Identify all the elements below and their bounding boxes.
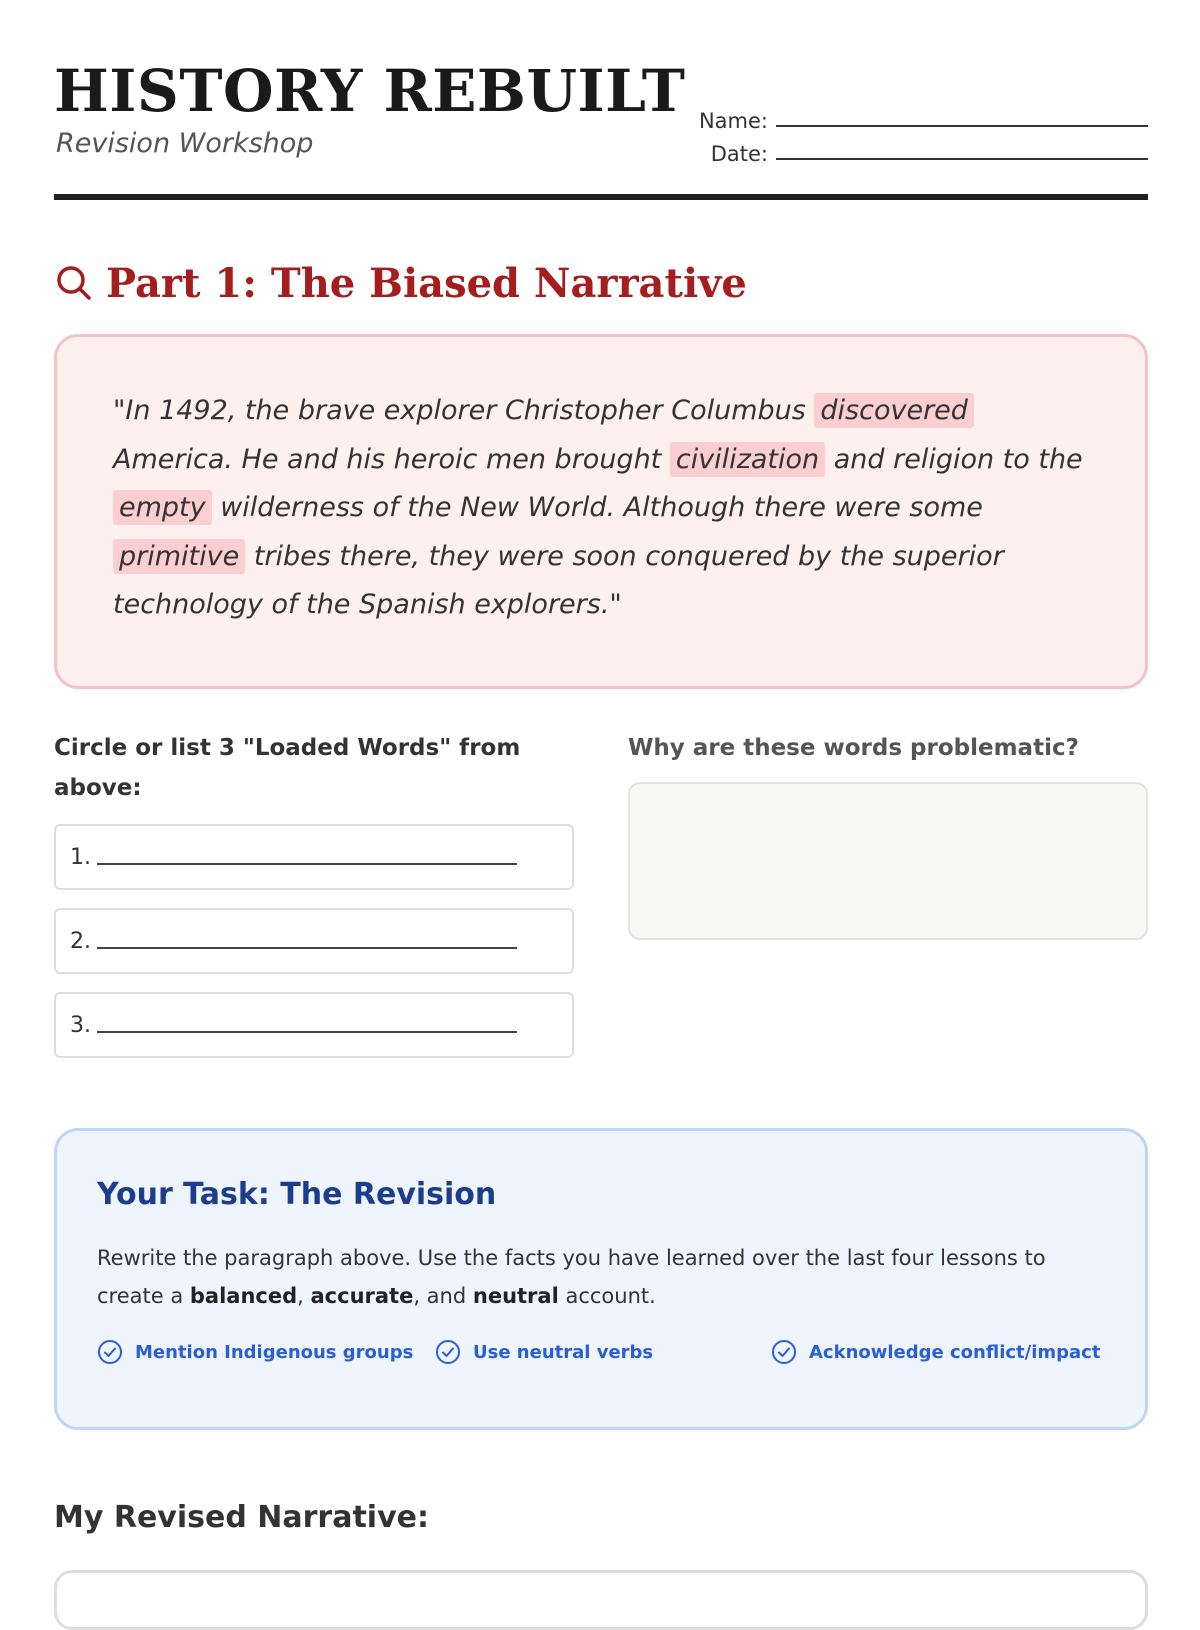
- part1-heading: [54, 250, 747, 316]
- narrative-text: tribes there, they were soon conquered by the superior technology of the Spanish explorers.": [113, 540, 1004, 620]
- answer-number: 3.: [70, 1012, 91, 1038]
- name-line[interactable]: [776, 125, 1148, 127]
- task-instructions: [97, 1239, 1105, 1315]
- loaded-word-answer-2[interactable]: [54, 908, 574, 974]
- narrative-text: America. He and his heroic men brought: [113, 443, 670, 475]
- narrative-text: and religion to the: [825, 443, 1083, 475]
- name-field[interactable]: [688, 100, 1148, 133]
- answer-line[interactable]: [97, 947, 517, 949]
- loaded-word-highlight: empty: [113, 490, 212, 525]
- task-box: [54, 1128, 1148, 1430]
- answer-number: 1.: [70, 844, 91, 870]
- check-circle-icon: [435, 1339, 461, 1365]
- task-keyword: balanced: [189, 1284, 298, 1308]
- worksheet-title: HISTORY REBUILT: [54, 57, 686, 125]
- checklist-label: Use neutral verbs: [473, 1341, 654, 1363]
- check-circle-icon: [97, 1339, 123, 1365]
- loaded-word-highlight: discovered: [814, 393, 974, 428]
- task-title: Your Task: The Revision: [97, 1177, 497, 1212]
- checklist-item: [97, 1339, 413, 1365]
- date-field[interactable]: [688, 133, 1148, 166]
- loaded-words-heading: Circle or list 3 "Loaded Words" from above:: [54, 735, 521, 801]
- task-text: ,: [297, 1284, 311, 1308]
- student-fields: [688, 100, 1148, 166]
- loaded-word-answer-1[interactable]: [54, 824, 574, 890]
- checklist-item: [771, 1339, 1100, 1365]
- loaded-words-section: [54, 728, 574, 1058]
- loaded-word-answer-3[interactable]: [54, 992, 574, 1058]
- narrative-text: wilderness of the New World. Although there were some: [211, 492, 983, 523]
- why-problematic-heading: Why are these words problematic?: [628, 735, 1079, 761]
- revised-narrative-heading: My Revised Narrative:: [54, 1500, 429, 1535]
- task-text: Rewrite the paragraph above. Use the facts you have learned over the last four lessons to create a: [97, 1246, 1046, 1308]
- task-text: account.: [558, 1284, 656, 1308]
- checklist-label: Mention Indigenous groups: [135, 1341, 414, 1363]
- revised-narrative-answer-box[interactable]: [54, 1570, 1148, 1630]
- search-icon: [54, 263, 94, 303]
- date-label: Date:: [710, 142, 768, 166]
- worksheet-subtitle: Revision Workshop: [56, 128, 314, 159]
- checklist-label: Acknowledge conflict/impact: [809, 1341, 1101, 1363]
- loaded-word-highlight: primitive: [113, 539, 245, 574]
- check-circle-icon: [771, 1339, 797, 1365]
- task-checklist: [97, 1339, 1105, 1373]
- name-label: Name:: [698, 109, 768, 133]
- answer-number: 2.: [70, 928, 91, 954]
- task-keyword: neutral: [472, 1284, 559, 1308]
- date-line[interactable]: [776, 158, 1148, 160]
- loaded-word-highlight: civilization: [670, 442, 825, 477]
- biased-narrative-text: [113, 387, 1093, 630]
- header-divider: [54, 194, 1148, 200]
- answer-line[interactable]: [97, 863, 517, 865]
- task-keyword: accurate: [310, 1284, 414, 1308]
- answer-line[interactable]: [97, 1031, 517, 1033]
- task-text: , and: [413, 1284, 473, 1308]
- biased-narrative-box: [54, 334, 1148, 689]
- worksheet-header: [54, 56, 1148, 202]
- why-problematic-section: [628, 728, 1148, 940]
- narrative-text: "In 1492, the brave explorer Christopher Columbus: [113, 395, 815, 426]
- why-problematic-answer-box[interactable]: [628, 782, 1148, 940]
- checklist-item: [435, 1339, 653, 1365]
- part1-title: Part 1: The Biased Narrative: [106, 259, 747, 307]
